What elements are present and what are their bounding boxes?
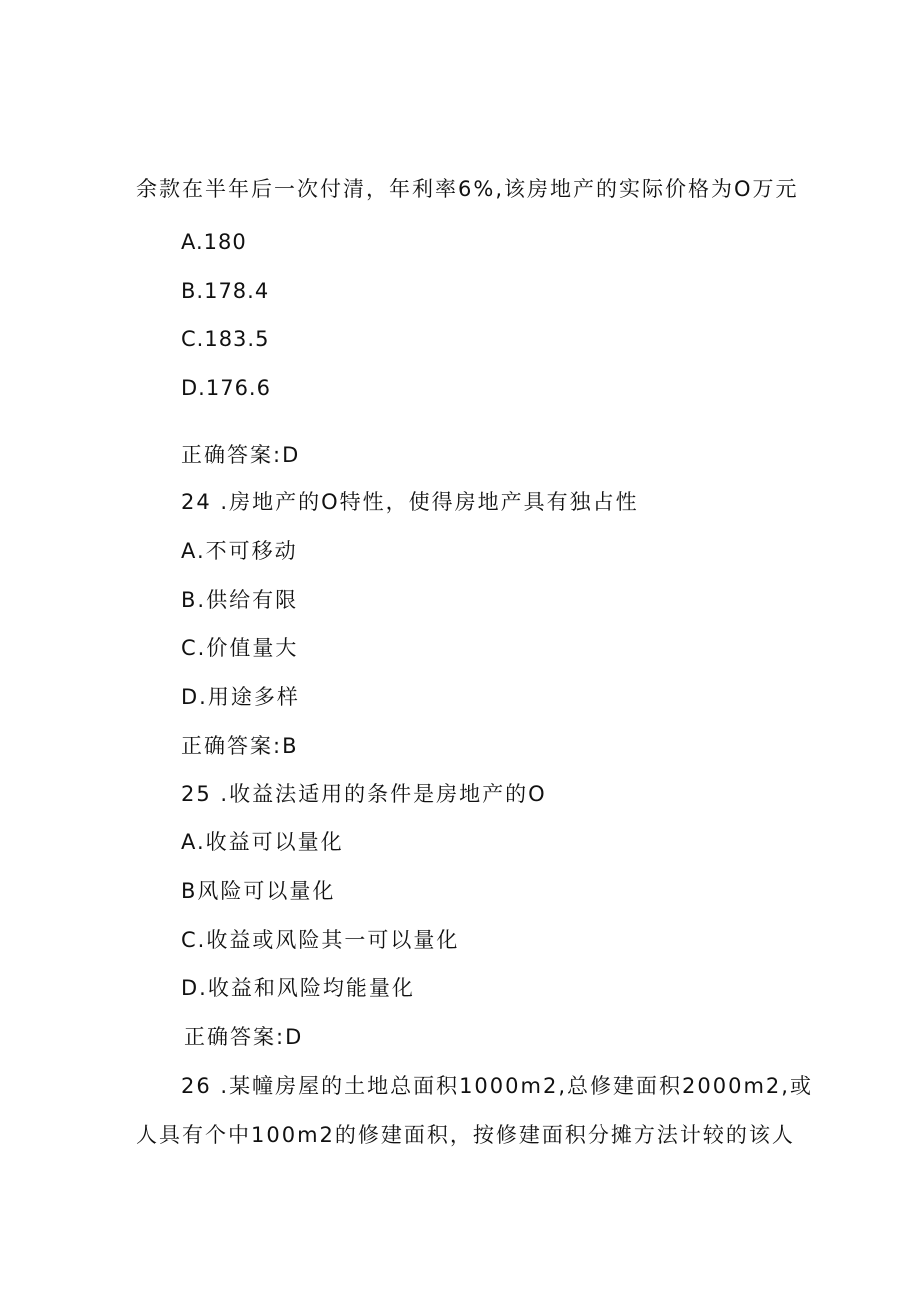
q25-option-d: D.收益和风险均能量化 — [181, 976, 415, 1000]
q23-option-a: A.180 — [181, 230, 247, 254]
q24-option-a: A.不可移动 — [181, 539, 298, 563]
q25-option-a: A.收益可以量化 — [181, 830, 344, 854]
q23-option-b: B.178.4 — [181, 279, 270, 303]
q23-answer: 正确答案:D — [181, 443, 301, 467]
q24-option-d: D.用途多样 — [181, 685, 300, 709]
q23-option-c: C.183.5 — [181, 327, 270, 351]
q23-stem-tail: 余款在半年后一次付清，年利率6%,该房地产的实际价格为O万元 — [136, 177, 799, 201]
q25-answer: 正确答案:D — [184, 1025, 304, 1049]
q24-stem: 24 .房地产的O特性，使得房地产具有独占性 — [181, 490, 639, 514]
q26-stem-line-2: 人具有个中100m2的修建面积，按修建面积分摊方法计较的该人 — [136, 1123, 795, 1147]
q25-option-c: C.收益或风险其一可以量化 — [181, 928, 460, 952]
q24-option-c: C.价值量大 — [181, 636, 299, 660]
q23-option-d: D.176.6 — [181, 376, 271, 400]
q24-answer: 正确答案:B — [181, 734, 299, 758]
q25-option-b: B风险可以量化 — [181, 879, 336, 903]
q26-stem-line-1: 26 .某幢房屋的土地总面积1000m2,总修建面积2000m2,或 — [181, 1074, 813, 1098]
q25-stem: 25 .收益法适用的条件是房地产的O — [181, 782, 547, 806]
q24-option-b: B.供给有限 — [181, 588, 299, 612]
